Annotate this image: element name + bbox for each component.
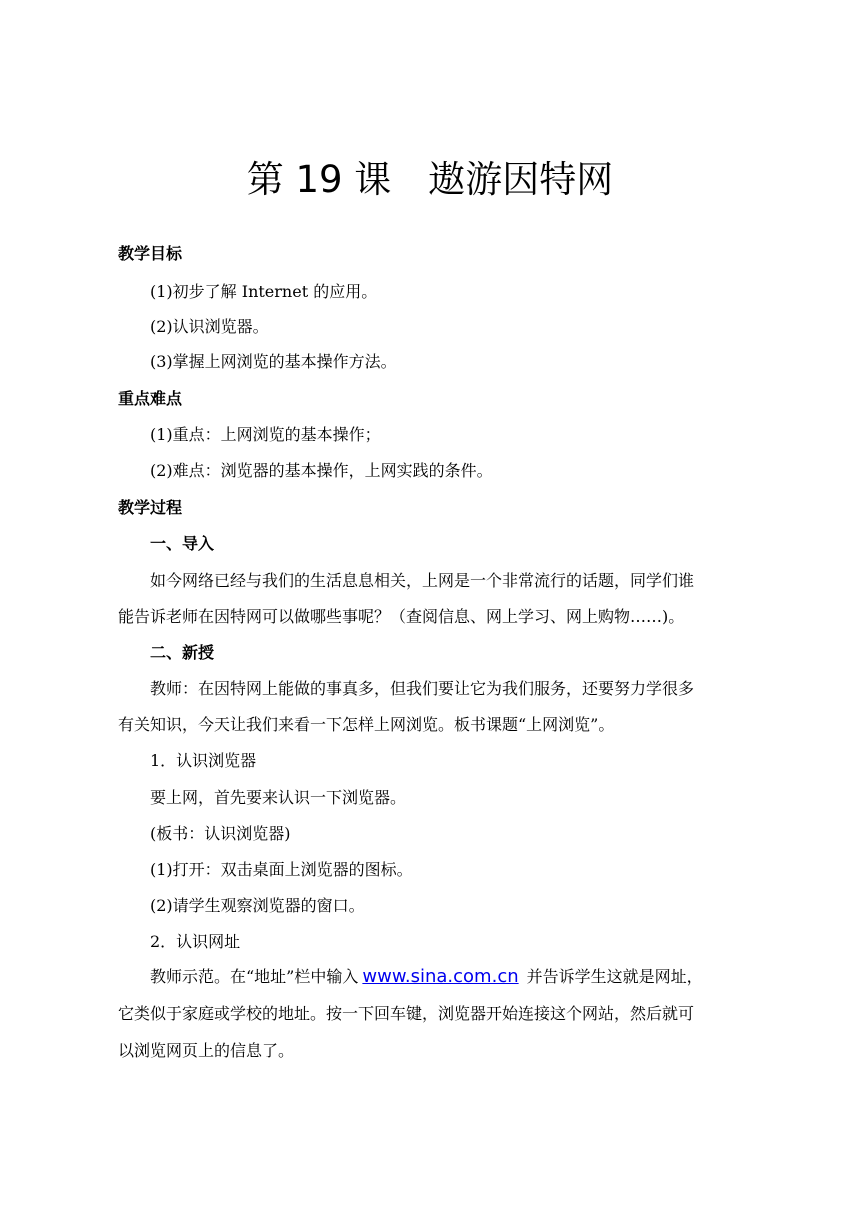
page-title: 第 19 课 遨游因特网: [246, 158, 614, 201]
sina-url-link[interactable]: www.sina.com.cn: [362, 966, 519, 987]
sub1-line-2: (板书：认识浏览器): [150, 824, 291, 843]
sub2-line-1-after: 并告诉学生这就是网址，: [526, 967, 703, 986]
goal-item-1: (1)初步了解 Internet 的应用。: [150, 282, 378, 301]
sub1-line-3: (1)打开：双击桌面上浏览器的图标。: [150, 860, 413, 879]
goal-item-3: (3)掌握上网浏览的基本操作方法。: [150, 352, 397, 371]
process-heading: 教学过程: [118, 498, 183, 517]
sub2-line-1: [150, 966, 703, 988]
sub2-line-3: 以浏览网页上的信息了。: [118, 1041, 295, 1060]
intro-paragraph-line-2: 能告诉老师在因特网可以做哪些事呢？（查阅信息、网上学习、网上购物……)。: [118, 607, 685, 626]
new-heading: 二、新授: [150, 643, 215, 662]
sub1-line-1: 要上网，首先要来认识一下浏览器。: [150, 788, 407, 807]
sub2-line-2: 它类似于家庭或学校的地址。按一下回车键，浏览器开始连接这个网站，然后就可: [118, 1004, 695, 1023]
goal-item-2: (2)认识浏览器。: [150, 317, 269, 336]
sub1-line-4: (2)请学生观察浏览器的窗口。: [150, 896, 365, 915]
new-paragraph-line-1: 教师：在因特网上能做的事真多，但我们要让它为我们服务，还要努力学很多: [150, 679, 695, 698]
sub2-line-1-before: 教师示范。在“地址”栏中输入: [150, 967, 359, 986]
sub1-heading: 1．认识浏览器: [150, 751, 257, 770]
intro-heading: 一、导入: [150, 534, 215, 553]
intro-paragraph-line-1: 如今网络已经与我们的生活息息相关，上网是一个非常流行的话题，同学们谁: [150, 571, 695, 590]
key-item-1: (1)重点：上网浏览的基本操作；: [150, 425, 381, 444]
goals-heading: 教学目标: [118, 244, 183, 263]
sub2-heading: 2．认识网址: [150, 932, 241, 951]
key-item-2: (2)难点：浏览器的基本操作，上网实践的条件。: [150, 461, 493, 480]
key-heading: 重点难点: [118, 389, 183, 408]
new-paragraph-line-2: 有关知识，今天让我们来看一下怎样上网浏览。板书课题“上网浏览”。: [118, 715, 615, 734]
